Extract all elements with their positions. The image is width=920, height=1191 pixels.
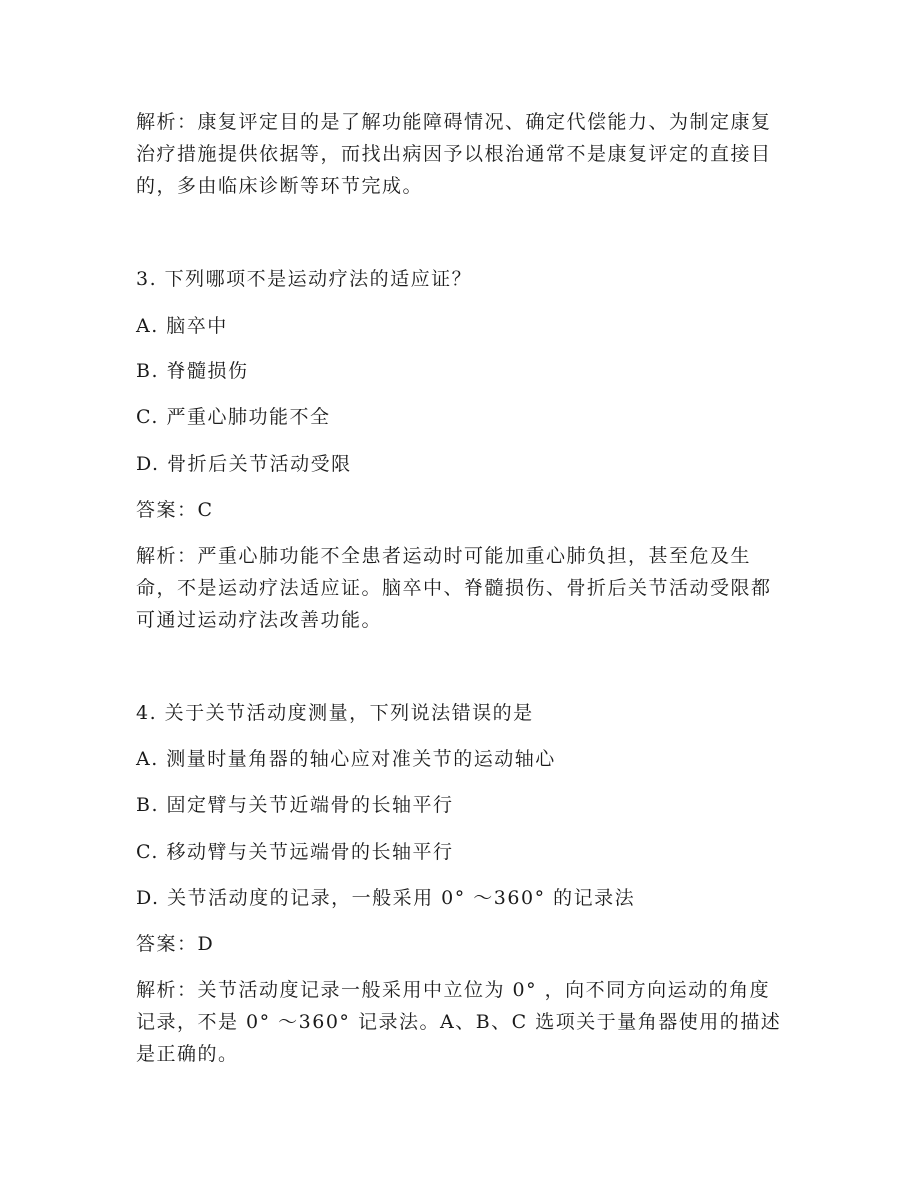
analysis-paragraph-q2: 解析：康复评定目的是了解功能障碍情况、确定代偿能力、为制定康复治疗措施提供依据等，而找出病因予以根治通常不是康复评定的直接目的，多由临床诊断等环节完成。 (136, 111, 772, 197)
question-3-option-c: C. 严重心肺功能不全 (136, 406, 331, 428)
question-3-option-a: A. 脑卒中 (136, 315, 228, 337)
question-3-option-d: D. 骨折后关节活动受限 (136, 453, 352, 475)
question-4-option-a: A. 测量时量角器的轴心应对准关节的运动轴心 (136, 748, 556, 770)
question-4-option-b: B. 固定臂与关节近端骨的长轴平行 (136, 794, 454, 816)
question-3-analysis: 解析：严重心肺功能不全患者运动时可能加重心肺负担，甚至危及生命，不是运动疗法适应证。脑卒中、脊髓损伤、骨折后关节活动受限都可通过运动疗法改善功能。 (136, 545, 772, 631)
question-4-answer: 答案：D (136, 933, 215, 955)
question-4-stem: 4. 关于关节活动度测量，下列说法错误的是 (136, 702, 534, 724)
question-4-option-c: C. 移动臂与关节远端骨的长轴平行 (136, 841, 454, 863)
question-3-answer: 答案：C (136, 499, 214, 521)
question-4-analysis: 解析：关节活动度记录一般采用中立位为 0° ，向不同方向运动的角度记录，不是 0° ～360° 记录法。A、B、C 选项关于量角器使用的描述是正确的。 (136, 979, 782, 1065)
question-3-stem: 3. 下列哪项不是运动疗法的适应证？ (136, 268, 473, 290)
question-4-option-d: D. 关节活动度的记录，一般采用 0° ～360° 的记录法 (136, 887, 636, 909)
question-3-option-b: B. 脊髓损伤 (136, 360, 249, 382)
